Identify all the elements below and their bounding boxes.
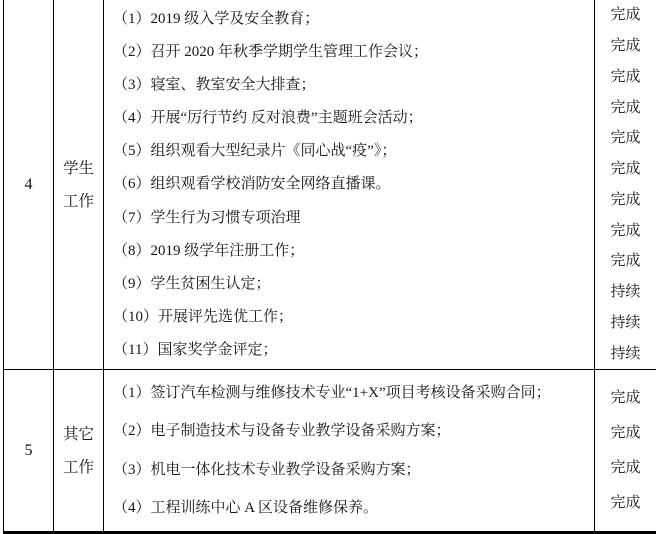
status-value: 完成 [610, 99, 641, 116]
task-item: （11）国家奖学金评定； [113, 342, 278, 359]
task-item: （9）学生贫困生认定； [113, 275, 271, 292]
status-value: 完成 [610, 38, 641, 55]
status-cell [595, 0, 656, 369]
category-line: 其它 [62, 425, 94, 443]
status-value: 完成 [610, 7, 641, 24]
task-item: （1）2019 级入学及安全教育； [113, 10, 320, 27]
row-number: 5 [24, 441, 33, 459]
status-value: 完成 [610, 191, 641, 208]
task-item: （6）组织观看学校消防安全网络直播课。 [113, 176, 391, 193]
row-number-cell [4, 0, 54, 369]
task-item: （4）工程训练中心 A 区设备维修保养。 [113, 499, 379, 516]
status-value: 完成 [610, 68, 641, 85]
status-value: 完成 [610, 424, 641, 441]
work-report-table [3, 0, 656, 534]
task-item: （2）电子制造技术与设备专业教学设备采购方案； [113, 423, 451, 440]
category-cell [54, 370, 104, 531]
task-item: （3）机电一体化技术专业教学设备采购方案； [113, 461, 421, 478]
task-item: （3）寝室、教室安全大排查； [113, 76, 316, 93]
category-line: 学生 [62, 159, 94, 177]
status-cell [595, 370, 656, 531]
status-value: 完成 [610, 389, 641, 406]
row-number: 4 [24, 175, 33, 193]
tasks-cell [104, 370, 595, 531]
task-item: （7）学生行为习惯专项治理 [113, 209, 301, 226]
status-value: 完成 [610, 130, 641, 147]
task-item: （5）组织观看大型纪录片《同心战“疫”》； [113, 143, 397, 160]
category-cell [54, 0, 104, 369]
row-number-cell [4, 370, 54, 531]
status-value: 完成 [610, 161, 641, 178]
table-row-student-work [4, 0, 656, 370]
task-item: （4）开展“厉行节约 反对浪费”主题班会活动； [113, 110, 423, 127]
table-row-other-work [4, 370, 656, 531]
status-value: 持续 [610, 284, 641, 301]
status-value: 完成 [610, 253, 641, 270]
status-value: 完成 [610, 222, 641, 239]
status-value: 持续 [610, 314, 641, 331]
task-item: （10）开展评先选优工作； [113, 309, 294, 326]
category-line: 工作 [62, 192, 94, 210]
category-line: 工作 [62, 458, 94, 476]
task-item: （2）召开 2020 年秋季学期学生管理工作会议； [113, 43, 429, 60]
tasks-cell [104, 0, 595, 369]
task-item: （8）2019 级学年注册工作； [113, 242, 305, 259]
task-item: （1）签订汽车检测与维修技术专业“1+X”项目考核设备采购合同； [113, 385, 551, 402]
status-value: 完成 [610, 495, 641, 512]
status-value: 持续 [610, 345, 641, 362]
status-value: 完成 [610, 460, 641, 477]
